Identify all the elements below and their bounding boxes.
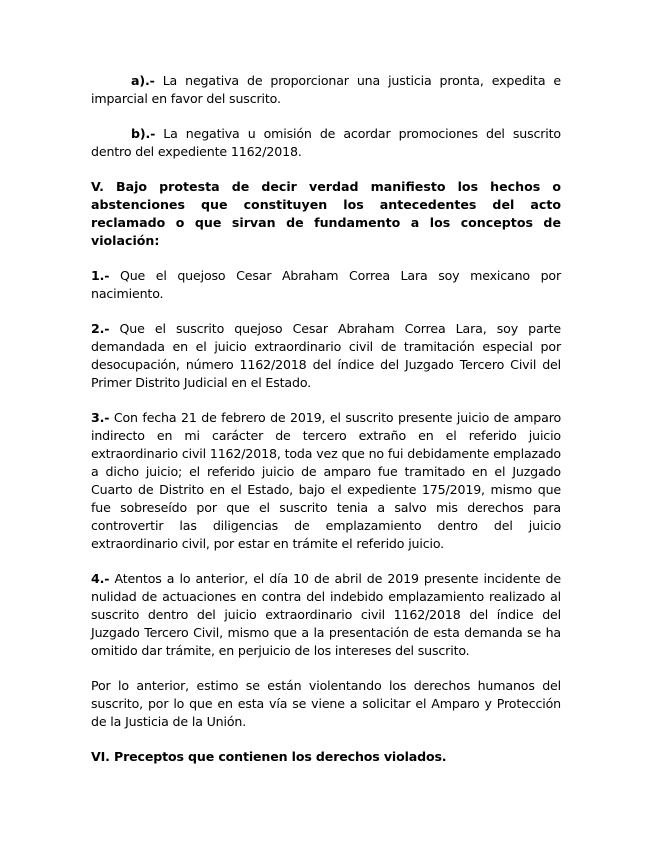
- fact-3-paragraph: [91, 409, 561, 553]
- document-page: [91, 72, 561, 766]
- fact-4-text: Atentos a lo anterior, el día 10 de abril de 2019 presente incidente de nulidad de actuaciones en contra del indebido emplazamiento realizado al suscrito dentro del juicio extraordinario civil 1162/2018 del índice del Juzgado Tercero Civil, mismo que a la presentación de esta demanda se ha omitido dar trámite, en perjuicio de los intereses del suscrito.: [91, 571, 561, 658]
- fact-1-text: Que el quejoso Cesar Abraham Correa Lara soy mexicano por nacimiento.: [91, 268, 561, 301]
- fact-4-paragraph: [91, 570, 561, 660]
- fact-4-label: 4.-: [91, 571, 110, 586]
- item-a-label: a).-: [131, 73, 155, 88]
- fact-2-paragraph: [91, 320, 561, 392]
- fact-2-text: Que el suscrito quejoso Cesar Abraham Correa Lara, soy parte demandada en el juicio extraordinario civil de tramitación especial por desocupación, número 1162/2018 del índice del Juzgado Tercero Civil del Primer Distrito Judicial en el Estado.: [91, 321, 561, 390]
- item-a-paragraph: [91, 72, 561, 108]
- conclusion-paragraph: Por lo anterior, estimo se están violentando los derechos humanos del suscrito, por lo que en esta vía se viene a solicitar el Amparo y Protección de la Justicia de la Unión.: [91, 678, 561, 729]
- fact-2-label: 2.-: [91, 321, 110, 336]
- fact-3-label: 3.-: [91, 410, 110, 425]
- item-b-text: La negativa u omisión de acordar promociones del suscrito dentro del expediente 1162/2018.: [91, 126, 561, 159]
- fact-1-paragraph: [91, 267, 561, 303]
- item-b-label: b).-: [131, 126, 156, 141]
- fact-3-text: Con fecha 21 de febrero de 2019, el suscrito presente juicio de amparo indirecto en mi carácter de tercero extraño en el referido juicio extraordinario civil 1162/2018, toda vez que no fui debidamente emplazado a dicho juicio; el referido juicio de amparo fue tramitado en el Juzgado Cuarto de Distrito en el Estado, bajo el expediente 175/2019, mismo que fue sobreseído por que el suscrito tenia a salvo mis derechos para controvertir las diligencias de emplazamiento dentro del juicio extraordinario civil, por estar en trámite el referido juicio.: [91, 410, 562, 551]
- fact-1-label: 1.-: [91, 268, 110, 283]
- section-vi-heading: VI. Preceptos que contienen los derechos violados.: [91, 749, 447, 764]
- item-b-paragraph: [91, 125, 561, 161]
- section-v-heading: V. Bajo protesta de decir verdad manifiesto los hechos o abstenciones que constituyen los antecedentes del acto reclamado o que sirvan de fundamento a los conceptos de violación:: [91, 179, 561, 248]
- item-a-text: La negativa de proporcionar una justicia pronta, expedita e imparcial en favor del suscrito.: [91, 73, 561, 106]
